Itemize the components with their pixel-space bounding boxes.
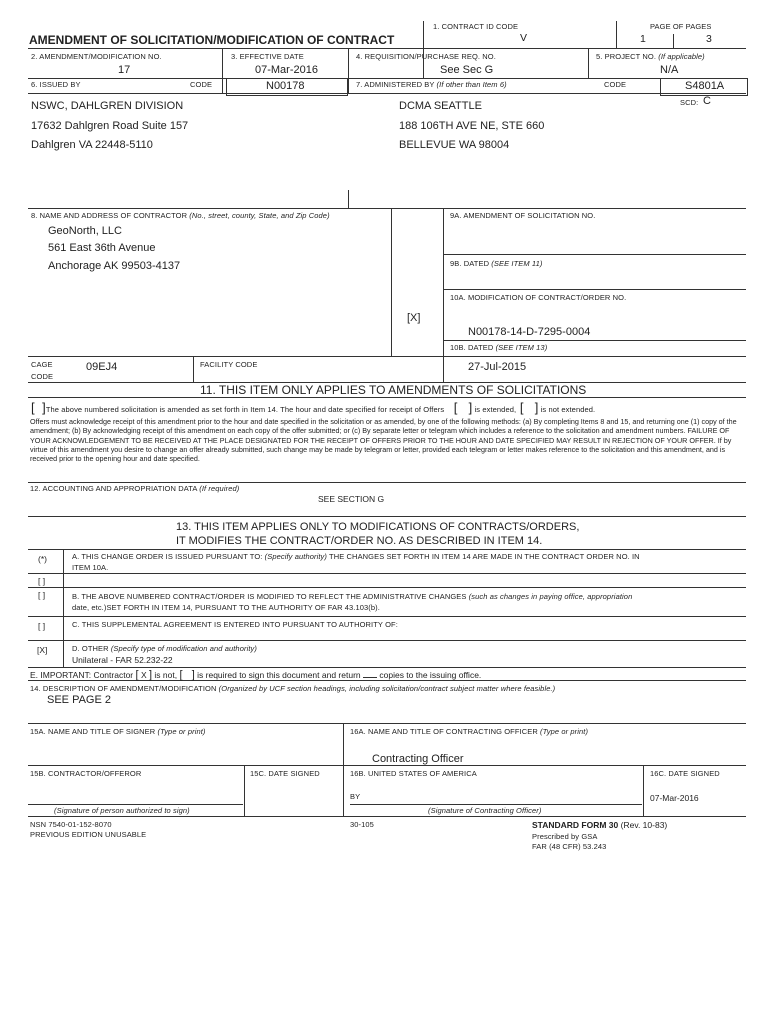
item-15a-label: 15A. NAME AND TITLE OF SIGNER (Type or print): [30, 727, 206, 736]
cage-label: CAGE: [31, 360, 53, 369]
prescribed-by: Prescribed by GSA: [532, 832, 598, 841]
rule: [423, 21, 424, 78]
contractor-line: 561 East 36th Avenue: [48, 242, 156, 254]
sig-15-rule: [28, 804, 243, 805]
item-12-value: SEE SECTION G: [318, 494, 385, 504]
item-13d-mark: [X]: [37, 645, 48, 655]
nsn-number: NSN 7540-01-152-8070: [30, 820, 112, 829]
issuer-line: NSWC, DAHLGREN DIVISION: [31, 100, 184, 112]
rule: [443, 340, 746, 341]
admin-label: 7. ADMINISTERED BY (If other than Item 6): [356, 80, 507, 89]
item-16c-label: 16C. DATE SIGNED: [650, 769, 720, 778]
item-13a-mark: (*): [38, 554, 47, 564]
rule: [443, 208, 444, 382]
item-13d-value: Unilateral - FAR 52.232-22: [72, 655, 173, 665]
contractor-line: Anchorage AK 99503-4137: [48, 260, 181, 272]
page-number: 1: [640, 33, 646, 45]
by-label: BY: [350, 792, 361, 801]
rule: [28, 816, 746, 817]
item-11-paragraph: Offers must acknowledge receipt of this amendment prior to the hour and date specified in the solicitation or as amended, by one of the following methods: (a) By completing Items 8 and 15, and returning one (1) copy of the amendment; (b) By acknowledging receipt of this amendment on each copy of the offer submitted; or (c) By separate letter or telegram which includes a reference to the solicitation and amendment numbers. FAILURE OF YOUR ACKNOWLEDGEMENT TO BE RECEIVED AT THE PLACE DESIGNATED FOR THE RECEIPT OF OFFERS PRIOR TO THE HOUR AND DATE SPECIFIED MAY RESULT IN REJECTION OF YOUR OFFER. If by virtue of this amendment you desire to change an offer already submitted, such change may be made by telegram or letter, provided each telegram or letter makes reference to the solicitation and this amendment, and is received prior to the opening hour and date specified.: [30, 417, 737, 464]
item-10-mark: [X]: [407, 312, 421, 324]
far-citation: FAR (48 CFR) 53.243: [532, 842, 607, 851]
amend-label: 2. AMENDMENT/MODIFICATION NO.: [31, 52, 162, 61]
form-title: AMENDMENT OF SOLICITATION/MODIFICATION OF CONTRACT: [29, 33, 395, 47]
contractor-label: 8. NAME AND ADDRESS OF CONTRACTOR (No., street, county, State, and Zip Code): [31, 211, 330, 220]
rule: [193, 356, 194, 382]
page-total: 3: [706, 33, 712, 45]
scd-value: C: [703, 95, 711, 107]
item-13-blank-mark: [ ]: [38, 576, 46, 586]
code2-value: S4801A: [685, 80, 725, 92]
item-13d-text: D. OTHER (Specify type of modification and authority): [72, 644, 257, 653]
rule: [28, 723, 746, 724]
item-10a-value: N00178-14-D-7295-0004: [468, 326, 591, 338]
item-11-line1: [ ]The above numbered solicitation is amended as set forth in Item 14. The hour and date specified for receipt of Offers [ ] is extended, [ ] is not extended.: [31, 400, 596, 415]
admin-line: DCMA SEATTLE: [399, 100, 482, 112]
eff-date-value: 07-Mar-2016: [255, 64, 318, 76]
rule: [28, 573, 746, 574]
rule: [28, 667, 746, 668]
rule: [443, 254, 746, 255]
req-label: 4. REQUISITION/PURCHASE REQ. NO.: [356, 52, 496, 61]
rule: [28, 208, 746, 209]
rule: [28, 640, 746, 641]
rule: [643, 765, 644, 816]
standard-form: STANDARD FORM 30 (Rev. 10-83): [532, 820, 668, 830]
item-15c-label: 15C. DATE SIGNED: [250, 769, 320, 778]
sig-16-caption: (Signature of Contracting Officer): [428, 806, 542, 815]
rule: [28, 587, 746, 588]
amend-value: 17: [118, 64, 131, 76]
facility-label: FACILITY CODE: [200, 360, 258, 369]
rule: [28, 616, 746, 617]
issued-label: 6. ISSUED BY: [31, 80, 81, 89]
item-13-title: 13. THIS ITEM APPLIES ONLY TO MODIFICATIONS OF CONTRACTS/ORDERS,: [176, 521, 580, 533]
contract-id-label: 1. CONTRACT ID CODE: [433, 22, 519, 31]
rule: [28, 482, 746, 483]
item-14-value: SEE PAGE 2: [47, 694, 111, 706]
rule: [348, 190, 349, 208]
issuer-line: Dahlgren VA 22448-5110: [31, 139, 153, 151]
req-value: See Sec G: [440, 64, 494, 76]
item-16c-value: 07-Mar-2016: [650, 793, 699, 803]
item-10b-label: 10B. DATED (SEE ITEM 13): [450, 343, 548, 352]
item-10b-value: 27-Jul-2015: [468, 361, 527, 373]
item-15b-label: 15B. CONTRACTOR/OFFEROR: [30, 769, 142, 778]
rule: [28, 48, 746, 49]
form-number: 30-105: [350, 820, 374, 829]
item-13b-mark: [ ]: [38, 590, 46, 600]
rule: [28, 397, 746, 398]
rule: [616, 21, 617, 48]
sig-16-rule: [350, 804, 642, 805]
item-9a-label: 9A. AMENDMENT OF SOLICITATION NO.: [450, 211, 596, 220]
item-13c-text: C. THIS SUPPLEMENTAL AGREEMENT IS ENTERED INTO PURSUANT TO AUTHORITY OF:: [72, 620, 398, 629]
item-16a-value: Contracting Officer: [372, 753, 464, 765]
code2-label: CODE: [604, 80, 627, 89]
rule: [28, 549, 746, 550]
item-11-title: 11. THIS ITEM ONLY APPLIES TO AMENDMENTS OF SOLICITATIONS: [200, 383, 587, 397]
item-16a-label: 16A. NAME AND TITLE OF CONTRACTING OFFICER (Type or print): [350, 727, 589, 736]
rule: [391, 208, 392, 356]
cage-label-code: CODE: [31, 372, 54, 381]
item-10a-label: 10A. MODIFICATION OF CONTRACT/ORDER NO.: [450, 293, 627, 302]
eff-date-label: 3. EFFECTIVE DATE: [231, 52, 304, 61]
admin-line: 188 106TH AVE NE, STE 660: [399, 120, 545, 132]
item-13-subtitle: IT MODIFIES THE CONTRACT/ORDER NO. AS DESCRIBED IN ITEM 14.: [176, 535, 543, 547]
rule: [222, 48, 223, 94]
item-14-label: 14. DESCRIPTION OF AMENDMENT/MODIFICATION (Organized by UCF section headings, including solicitation/contract subject matter where feasible.): [30, 684, 556, 693]
contract-id-value: V: [520, 32, 528, 44]
rule: [348, 48, 349, 94]
proj-label: 5. PROJECT NO. (If applicable): [596, 52, 705, 61]
code-value: N00178: [266, 80, 305, 92]
item-13a-text: A. THIS CHANGE ORDER IS ISSUED PURSUANT TO: (Specify authority) THE CHANGES SET FORTH IN ITEM 14 ARE MADE IN THE CONTRACT ORDER NO. IN: [72, 552, 640, 561]
scd-label: SCD:: [680, 98, 699, 107]
item-13b-text: B. THE ABOVE NUMBERED CONTRACT/ORDER IS MODIFIED TO REFLECT THE ADMINISTRATIVE CHANGES (such as changes in paying office, appropriation: [72, 592, 633, 601]
rule: [343, 723, 344, 816]
rule: [28, 516, 746, 517]
issuer-line: 17632 Dahlgren Road Suite 157: [31, 120, 189, 132]
rule: [28, 765, 746, 766]
rule: [244, 765, 245, 816]
rule: [63, 549, 64, 667]
rule: [28, 93, 746, 94]
important-line: E. IMPORTANT: Contractor [ X ] is not, [ ] is required to sign this document and return copies to the issuing office.: [30, 669, 482, 681]
rule: [673, 34, 674, 48]
item-13a-text-cont: ITEM 10A.: [72, 563, 109, 572]
code-label: CODE: [190, 80, 213, 89]
page-label: PAGE OF PAGES: [650, 22, 712, 31]
item-9b-label: 9B. DATED (SEE ITEM 11): [450, 259, 543, 268]
cage-value: 09EJ4: [86, 361, 118, 373]
rule: [28, 78, 746, 79]
sig-15-caption: (Signature of person authorized to sign): [54, 806, 190, 815]
prev-edition: PREVIOUS EDITION UNUSABLE: [30, 830, 147, 839]
rule: [28, 356, 746, 357]
rule: [443, 289, 746, 290]
item-12-label: 12. ACCOUNTING AND APPROPRIATION DATA (If required): [30, 484, 240, 493]
rule: [588, 48, 589, 78]
admin-line: BELLEVUE WA 98004: [399, 139, 510, 151]
proj-value: N/A: [660, 64, 679, 76]
item-13b-text-cont: date, etc.)SET FORTH IN ITEM 14, PURSUANT TO THE AUTHORITY OF FAR 43.103(b).: [72, 603, 380, 612]
item-16b-label: 16B. UNITED STATES OF AMERICA: [350, 769, 477, 778]
item-13c-mark: [ ]: [38, 621, 46, 631]
contractor-line: GeoNorth, LLC: [48, 225, 122, 237]
